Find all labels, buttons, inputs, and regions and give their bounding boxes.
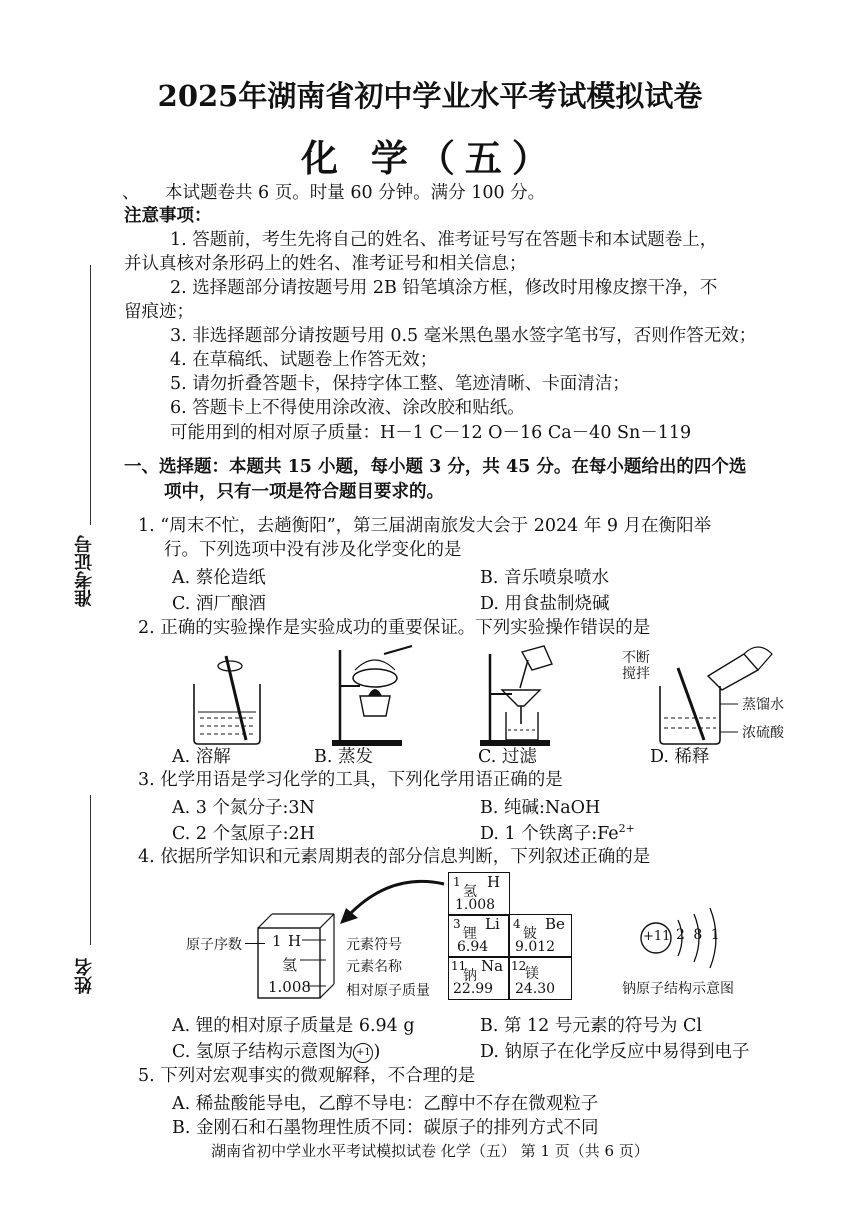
legend-atomic-number-pointer xyxy=(245,943,265,944)
section1-line2: 项中，只有一项是符合题目要求的。 xyxy=(164,482,444,502)
element-symbol: Be xyxy=(545,915,565,933)
q1-option-d: D. 用食盐制烧碱 xyxy=(480,594,610,614)
note-6: 6. 答题卡上不得使用涂改液、涂改胶和贴纸。 xyxy=(170,398,525,418)
element-name: 钠 xyxy=(463,968,477,984)
legend-symbol: 元素符号 xyxy=(346,937,402,953)
cell-mass: 1.008 xyxy=(268,978,311,996)
q3-option-d-text: D. 1 个铁离子:Fe xyxy=(480,824,619,844)
notes-heading: 注意事项： xyxy=(124,206,212,226)
q3-option-c: C. 2 个氢原子:2H xyxy=(172,824,315,844)
legend-name: 元素名称 xyxy=(346,959,402,975)
beaker-dissolve-illustration xyxy=(194,656,260,744)
element-mass: 1.008 xyxy=(455,897,496,913)
element-name: 氢 xyxy=(463,884,477,900)
page-footer: 湖南省初中学业水平考试模拟试卷 化学（五） 第 1 页（共 6 页） xyxy=(211,1142,649,1160)
exam-no-label: 准考证号 xyxy=(74,535,95,607)
sodium-structure-caption: 钠原子结构示意图 xyxy=(622,981,734,997)
element-mass: 6.94 xyxy=(457,939,489,955)
q5-option-a: A. 稀盐酸能导电，乙醇不导电：乙醇中不存在微观粒子 xyxy=(172,1094,599,1114)
legend-atomic-number: 原子序数 xyxy=(186,937,242,953)
q3-option-b: B. 纯碱:NaOH xyxy=(480,798,601,818)
cell-symbol: H xyxy=(288,932,302,950)
q1-option-a: A. 蔡伦造纸 xyxy=(172,568,266,588)
element-name: 铍 xyxy=(523,926,537,942)
label-stir-2: 搅拌 xyxy=(622,666,650,682)
q2-stem: 2. 正确的实验操作是实验成功的重要保证。下列实验操作错误的是 xyxy=(138,618,651,638)
q2-option-c: C. 过滤 xyxy=(478,747,537,767)
q2-option-b: B. 蒸发 xyxy=(314,747,373,767)
q2-option-d: D. 稀释 xyxy=(650,747,710,767)
q4-option-b: B. 第 12 号元素的符号为 Cl xyxy=(480,1016,702,1036)
exam-subtitle: 化 学（五） xyxy=(301,136,559,180)
exam-title: 2025年湖南省初中学业水平考试模拟试卷 xyxy=(157,79,703,113)
element-mass: 24.30 xyxy=(515,981,556,997)
section1-line1: 一、选择题：本题共 15 小题，每小题 3 分，共 45 分。在每小题给出的四个选 xyxy=(124,457,747,477)
q4-stem: 4. 依据所学知识和元素周期表的部分信息判断，下列叙述正确的是 xyxy=(138,847,651,867)
element-symbol: Li xyxy=(485,915,500,933)
element-name: 镁 xyxy=(525,966,539,982)
sodium-nucleus-charge: +11 xyxy=(643,929,671,944)
q1-option-c: C. 酒厂酿酒 xyxy=(172,594,266,614)
name-line xyxy=(90,795,91,945)
element-symbol: H xyxy=(487,873,501,891)
intro-line: 本试题卷共 6 页。时量 60 分钟。满分 100 分。 xyxy=(165,183,546,203)
sodium-electron-shells: 2 8 1 xyxy=(676,927,720,943)
electron-shell-arc-icon: ) xyxy=(373,1041,381,1062)
q1-option-b: B. 音乐喷泉喷水 xyxy=(480,568,609,588)
q1-stem-2: 行。下列选项中没有涉及化学变化的是 xyxy=(164,540,462,560)
q3-option-d xyxy=(480,820,635,845)
element-number: 11 xyxy=(451,959,467,973)
element-number: 3 xyxy=(453,917,461,931)
note-2b: 留痕迹； xyxy=(124,302,194,322)
q2-apparatus-figure xyxy=(160,640,800,748)
filtration-illustration xyxy=(480,646,552,746)
q3-stem: 3. 化学用语是学习化学的工具，下列化学用语正确的是 xyxy=(138,770,563,790)
label-stir xyxy=(622,650,650,682)
q4-option-d: D. 钠原子在化学反应中易得到电子 xyxy=(480,1042,750,1062)
evaporation-illustration xyxy=(332,646,412,746)
q5-stem: 5. 下列对宏观事实的微观解释，不合理的是 xyxy=(138,1066,476,1086)
periodic-table-fragment xyxy=(448,872,572,998)
cell-name: 氢 xyxy=(282,956,298,974)
element-cell xyxy=(448,914,510,958)
note-2a: 2. 选择题部分请按题号用 2B 铅笔填涂方框，修改时用橡皮擦干净，不 xyxy=(170,278,718,298)
exam-no-line xyxy=(90,265,91,525)
label-distilled-water: 蒸馏水 xyxy=(742,697,784,713)
q4-option-c-text: C. 氢原子结构示意图为 xyxy=(172,1042,354,1062)
label-conc-sulfuric-acid: 浓硫酸 xyxy=(742,725,784,741)
note-4: 4. 在草稿纸、试题卷上作答无效； xyxy=(170,350,438,370)
intro-dot: 、 xyxy=(122,183,140,203)
element-cell xyxy=(448,872,510,916)
element-name: 锂 xyxy=(463,926,477,942)
element-cell xyxy=(448,956,510,1000)
element-cell xyxy=(508,956,572,1000)
q5-option-b: B. 金刚石和石墨物理性质不同：碳原子的排列方式不同 xyxy=(172,1118,599,1138)
note-1b: 并认真核对条形码上的姓名、准考证号和相关信息； xyxy=(124,254,527,274)
name-label: 姓名 xyxy=(74,958,95,994)
element-mass: 9.012 xyxy=(515,939,556,955)
atomic-masses: 可能用到的相对原子质量：H－1 C－12 O－16 Ca－40 Sn－119 xyxy=(170,423,692,443)
note-3: 3. 非选择题部分请按题号用 0.5 毫米黑色墨水签字笔书写，否则作答无效； xyxy=(170,326,757,346)
q1-stem-1: 1. “周末不忙，去趟衡阳”，第三届湖南旅发大会于 2024 年 9 月在衡阳举 xyxy=(138,516,712,536)
element-mass: 22.99 xyxy=(453,981,494,997)
element-number: 1 xyxy=(453,875,461,889)
cell-number: 1 xyxy=(272,932,282,950)
arrow-to-cell-figure xyxy=(320,868,450,928)
element-symbol: Na xyxy=(481,957,504,975)
note-5: 5. 请勿折叠答题卡，保持字体工整、笔迹清晰、卡面清洁； xyxy=(170,374,630,394)
q3-option-a: A. 3 个氮分子:3N xyxy=(172,798,315,818)
legend-mass: 相对原子质量 xyxy=(346,983,430,999)
element-number: 12 xyxy=(511,959,527,973)
note-1a: 1. 答题前，考生先将自己的姓名、准考证号写在答题卡和本试题卷上， xyxy=(170,230,718,250)
label-stir-1: 不断 xyxy=(622,650,650,666)
q4-option-a: A. 锂的相对原子质量是 6.94 g xyxy=(172,1016,415,1036)
element-number: 4 xyxy=(513,917,521,931)
q3-option-d-charge: 2+ xyxy=(618,822,635,836)
q4-option-c xyxy=(172,1038,380,1063)
element-cell xyxy=(508,914,572,958)
hydrogen-nucleus-icon: +1 xyxy=(353,1043,373,1063)
q2-option-a: A. 溶解 xyxy=(172,747,231,767)
